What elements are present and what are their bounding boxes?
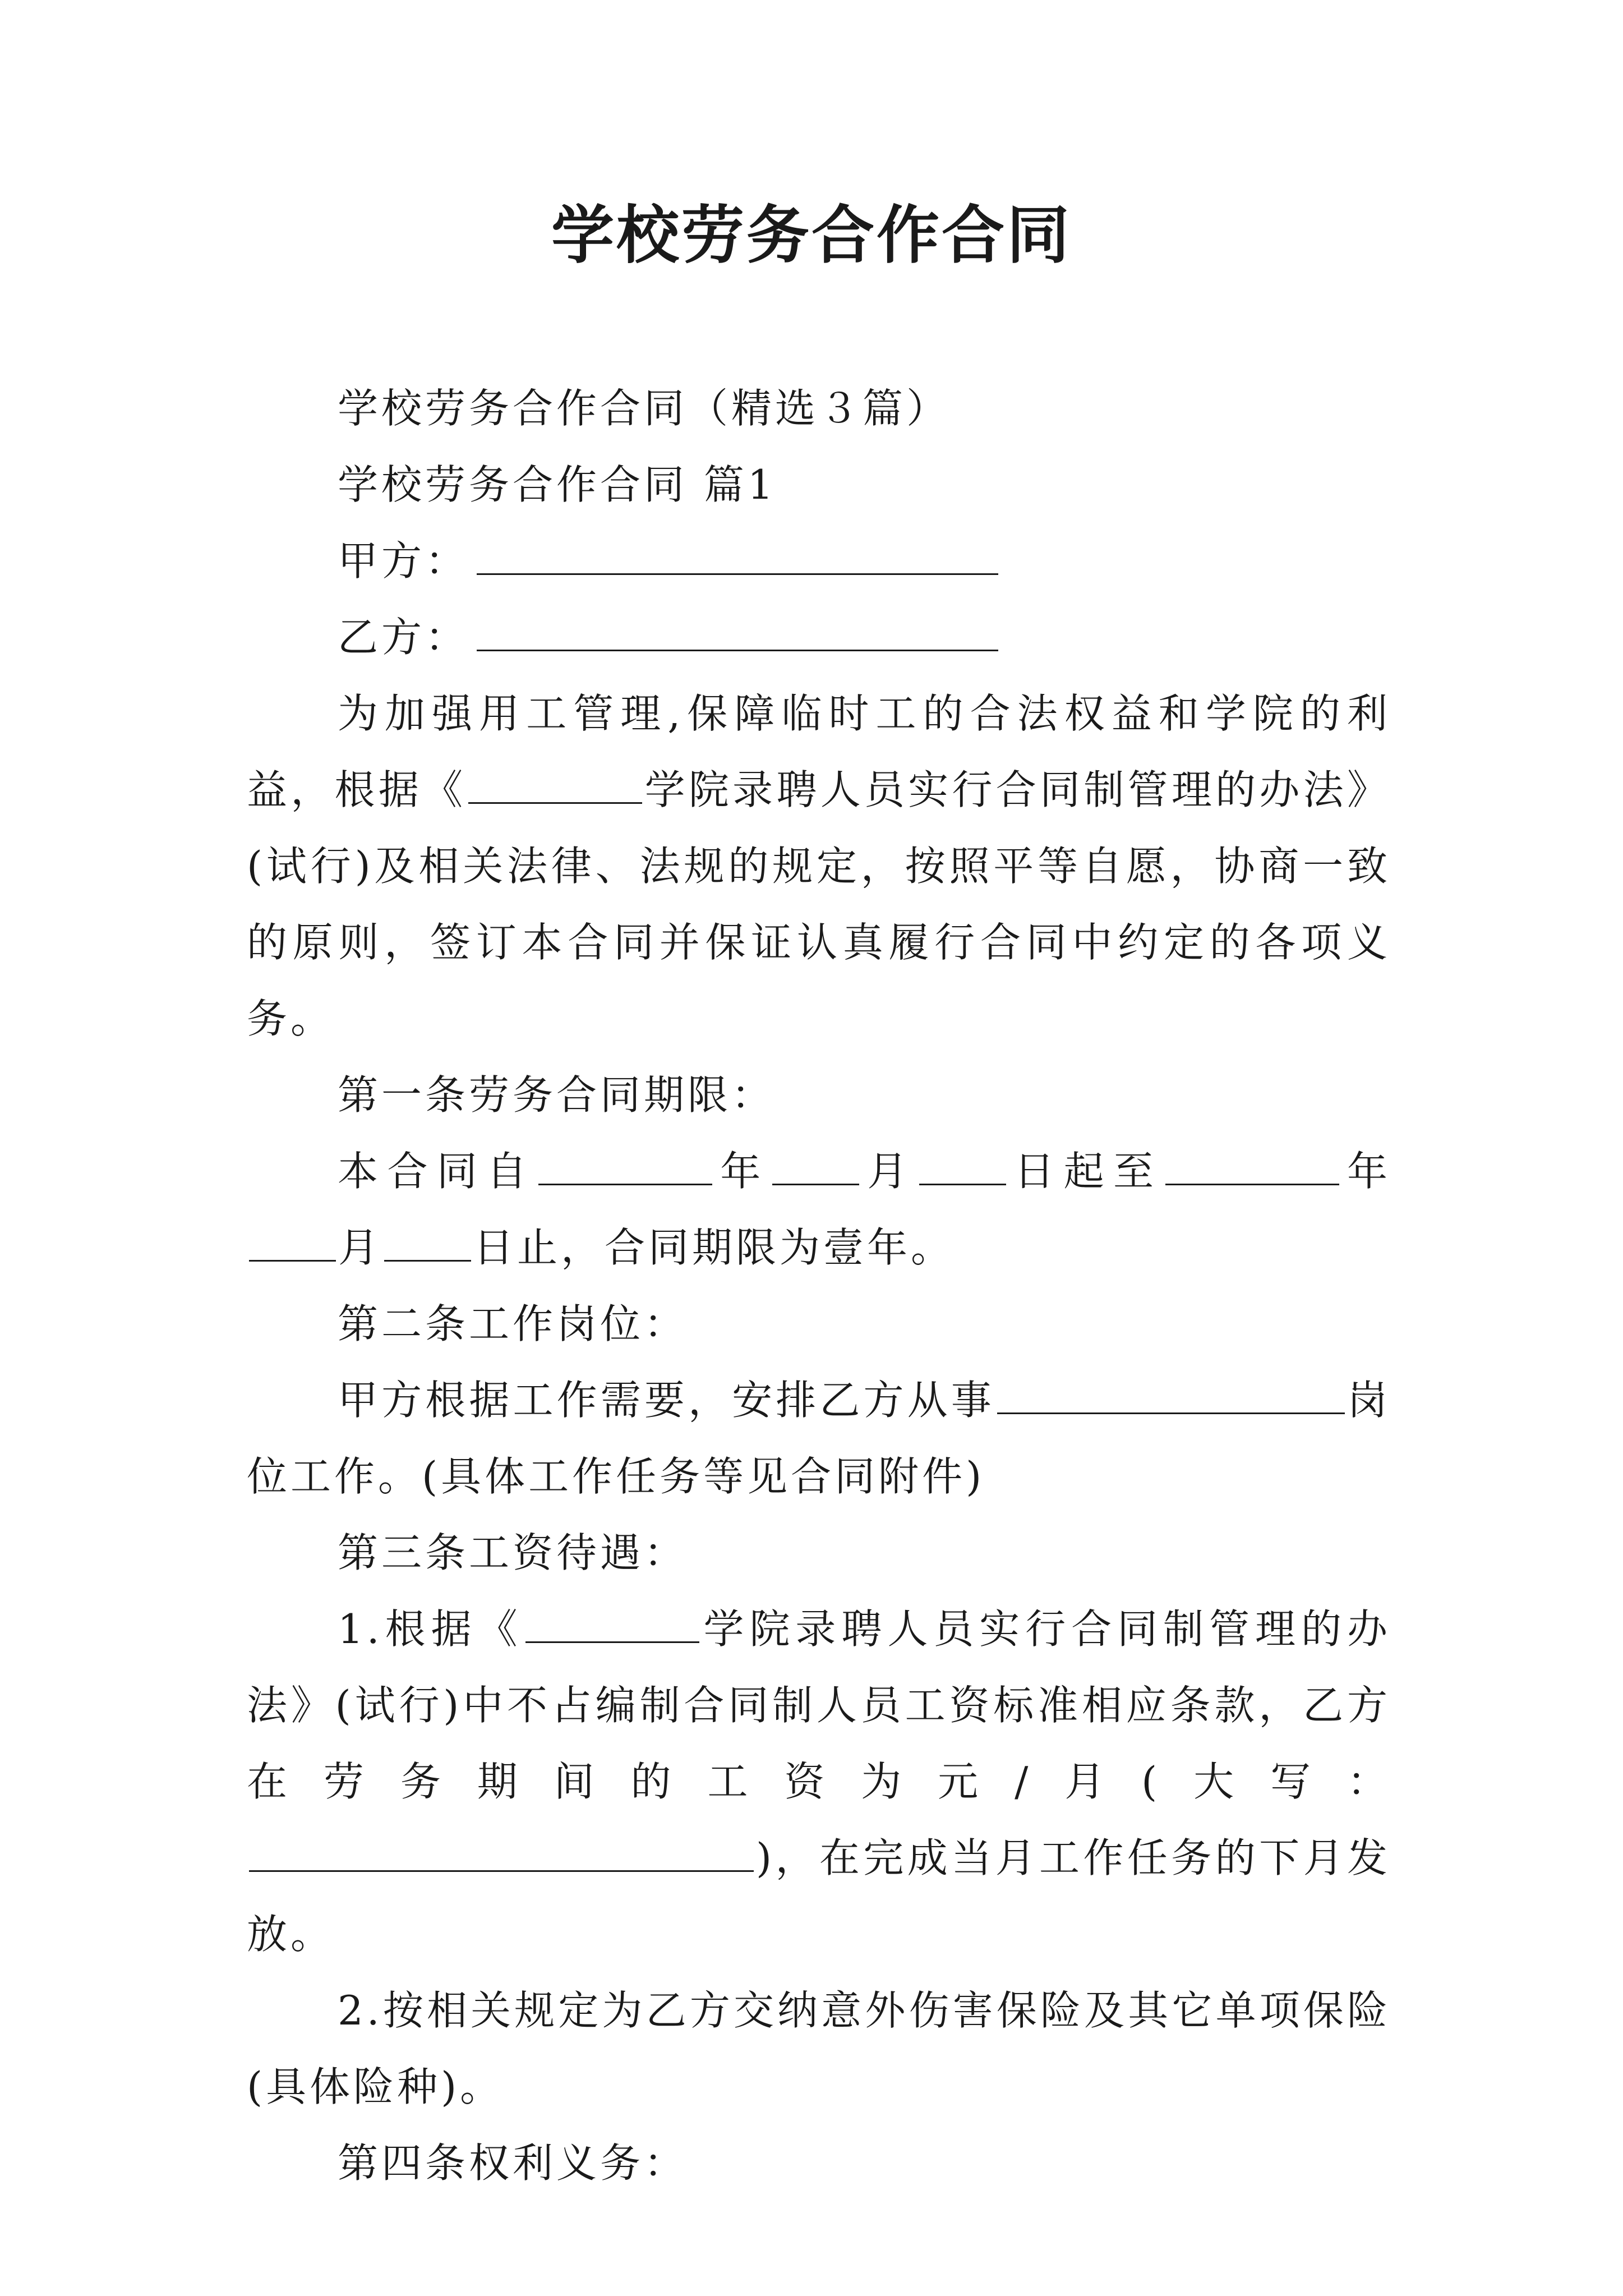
subtitle-part-1: 学校劳务合作合同 篇1 [338,461,777,508]
wage-text-b: 学院录聘人员实行合同制管理的办法》(试行)中不占编制合同制人员工资标准相应条款，乙方在劳务期间的工资为元/月(大写： [247,1605,1391,1805]
article-1-heading: 第一条劳务合同期限： [338,1071,776,1119]
article-1-term [247,1133,1391,1286]
start-year-blank [538,1144,712,1185]
term-year-2: 年 [1341,1148,1391,1195]
term-text-a: 本合同自 [338,1148,536,1195]
party-a-label: 甲方： [338,537,469,585]
post-text-b: 岗位工作。(具体工作任务等见合同附件) [247,1377,1391,1500]
subtitle-selection: 学校劳务合作合同（精选３篇） [338,385,951,432]
wage-amount-blank [249,1831,754,1872]
start-month-blank [772,1144,859,1185]
article-3-heading: 第三条工资待遇： [338,1529,688,1576]
party-a-line [247,523,1391,599]
intro-text-b: 学院录聘人员实行合同制管理的办法》(试行)及相关法律、法规的规定，按照平等自愿，协商一致的原则，签订本合同并保证认真履行合同中约定的各项义务。 [247,766,1391,1042]
article-4-heading: 第四条权利义务： [338,2139,688,2187]
term-month-1: 月 [861,1148,917,1195]
article-2-post [247,1362,1391,1515]
intro-text-a: 为加强用工管理,保障临时工的合法权益和学院的利益，根据《 [247,690,1391,813]
end-year-blank [1165,1144,1339,1185]
end-day-blank [384,1221,471,1262]
party-b-line [247,599,1391,675]
term-end-text: 日止，合同期限为壹年。 [473,1224,955,1271]
document-body [247,370,1391,2201]
start-day-blank [919,1144,1006,1185]
wage-text-c: )，在完成当月工作任务的下月发放。 [247,1834,1391,1958]
term-year-1: 年 [714,1148,770,1195]
intro-paragraph [247,675,1391,1057]
end-month-blank [249,1221,336,1262]
party-a-blank [477,534,998,575]
wage-text-a: 1.根据《 [338,1605,523,1653]
post-blank [997,1373,1345,1414]
term-month-2: 月 [338,1224,382,1271]
article-3-item-2: 2.按相关规定为乙方交纳意外伤害保险及其它单项保险(具体险种)。 [247,1987,1391,2110]
document-title: 学校劳务合作合同 [551,199,1072,272]
party-b-blank [477,610,998,651]
article-2-heading: 第二条工作岗位： [338,1300,688,1347]
post-text-a: 甲方根据工作需要，安排乙方从事 [338,1377,995,1424]
wage-college-blank [525,1602,699,1643]
party-b-label: 乙方： [338,614,469,661]
term-day-1: 日起至 [1008,1148,1163,1195]
article-3-item-1 [247,1591,1391,1972]
intro-blank [468,763,642,804]
